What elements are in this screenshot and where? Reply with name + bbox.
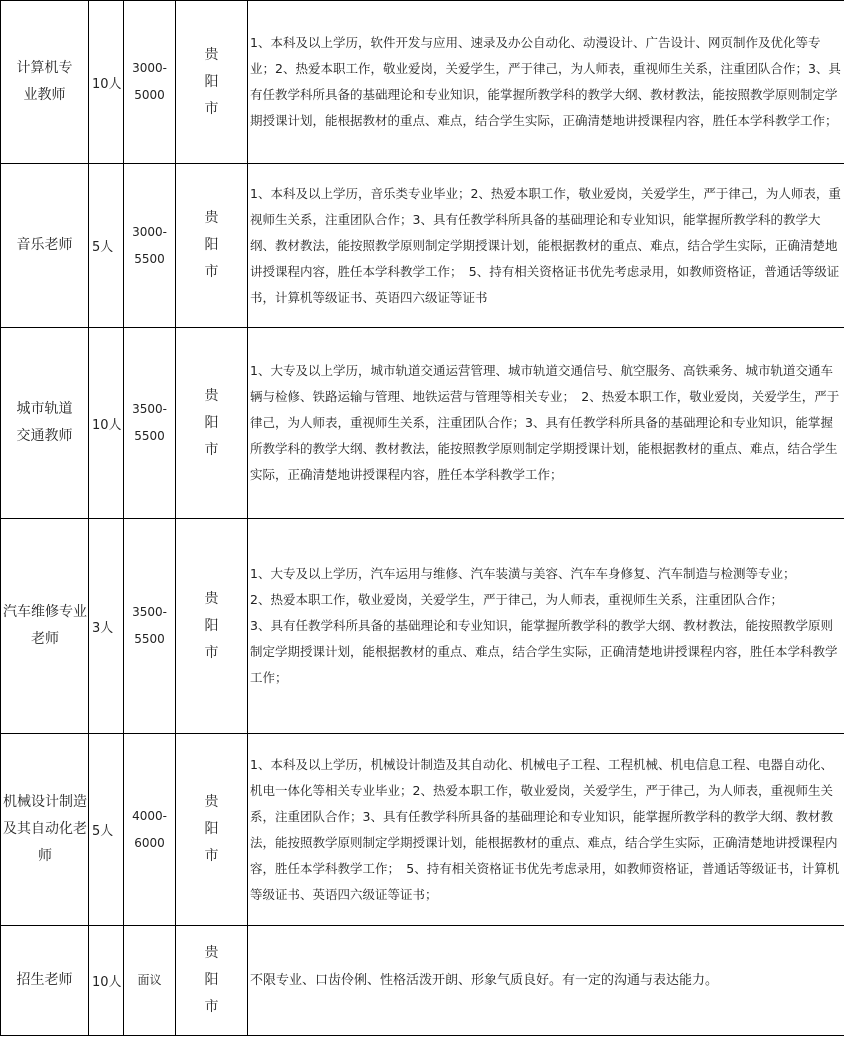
requirements-cell: 1、本科及以上学历，软件开发与应用、速录及办公自动化、动漫设计、广告设计、网页制作及优化等专业；2、热爱本职工作，敬业爱岗，关爱学生，严于律己，为人师表，重视师生关系，注重团队合作；3、具有任教学科所具备的基础理论和专业知识，能掌握所教学科的教学大纲、教材教法，能按照教学原则制定学期授课计划，能根据教材的重点、难点，结合学生实际，正确清楚地讲授课程内容，胜任本学科教学工作；	[248, 1, 844, 164]
location-cell: 贵阳市	[176, 1, 248, 164]
position-cell: 招生老师	[1, 926, 89, 1036]
headcount-cell: 5人	[89, 734, 124, 926]
table-row	[1, 519, 844, 734]
requirements-cell: 1、大专及以上学历，汽车运用与维修、汽车装潢与美容、汽车车身修复、汽车制造与检测等专业； 2、热爱本职工作，敬业爱岗，关爱学生，严于律己，为人师表，重视师生关系，注重团队合作； 3、具有任教学科所具备的基础理论和专业知识，能掌握所教学科的教学大纲、教材教法，能按照教学原则制定学期授课计划，能根据教材的重点、难点，结合学生实际，正确清楚地讲授课程内容，胜任本学科教学工作；	[248, 519, 844, 734]
requirements-cell: 1、本科及以上学历，机械设计制造及其自动化、机械电子工程、工程机械、机电信息工程、电器自动化、机电一体化等相关专业毕业；2、热爱本职工作，敬业爱岗，关爱学生，严于律己，为人师表，重视师生关系，注重团队合作；3、具有任教学科所具备的基础理论和专业知识，能掌握所教学科的教学大纲、教材教法，能按照教学原则制定学期授课计划，能根据教材的重点、难点，结合学生实际，正确清楚地讲授课程内容，胜任本学科教学工作； 5、持有相关资格证书优先考虑录用，如教师资格证，普通话等级证书，计算机等级证书、英语四六级证等证书；	[248, 734, 844, 926]
salary-cell: 面议	[124, 926, 176, 1036]
location-cell: 贵阳市	[176, 519, 248, 734]
position-cell: 计算机专业教师	[1, 1, 89, 164]
headcount-cell: 10人	[89, 328, 124, 519]
position-cell: 城市轨道交通教师	[1, 328, 89, 519]
requirements-cell: 不限专业、口齿伶俐、性格活泼开朗、形象气质良好。有一定的沟通与表达能力。	[248, 926, 844, 1036]
table-row	[1, 1, 844, 164]
salary-cell: 3000-5500	[124, 164, 176, 328]
salary-cell: 3500-5500	[124, 519, 176, 734]
salary-cell: 4000-6000	[124, 734, 176, 926]
location-cell: 贵阳市	[176, 164, 248, 328]
location-cell: 贵阳市	[176, 328, 248, 519]
position-cell: 音乐老师	[1, 164, 89, 328]
headcount-cell: 5人	[89, 164, 124, 328]
position-cell: 机械设计制造及其自动化老师	[1, 734, 89, 926]
requirements-cell: 1、本科及以上学历，音乐类专业毕业；2、热爱本职工作，敬业爱岗，关爱学生，严于律己，为人师表，重视师生关系，注重团队合作；3、具有任教学科所具备的基础理论和专业知识，能掌握所教学科的教学大纲、教材教法，能按照教学原则制定学期授课计划，能根据教材的重点、难点，结合学生实际，正确清楚地讲授课程内容，胜任本学科教学工作； 5、持有相关资格证书优先考虑录用，如教师资格证，普通话等级证书，计算机等级证书、英语四六级证等证书	[248, 164, 844, 328]
salary-cell: 3000-5000	[124, 1, 176, 164]
table-row	[1, 164, 844, 328]
location-cell: 贵阳市	[176, 734, 248, 926]
headcount-cell: 10人	[89, 1, 124, 164]
table-row	[1, 328, 844, 519]
position-cell: 汽车维修专业老师	[1, 519, 89, 734]
headcount-cell: 10人	[89, 926, 124, 1036]
requirements-cell: 1、大专及以上学历，城市轨道交通运营管理、城市轨道交通信号、航空服务、高铁乘务、城市轨道交通车辆与检修、铁路运输与管理、地铁运营与管理等相关专业； 2、热爱本职工作，敬业爱岗，关爱学生，严于律己，为人师表，重视师生关系，注重团队合作；3、具有任教学科所具备的基础理论和专业知识，能掌握所教学科的教学大纲、教材教法，能按照教学原则制定学期授课计划，能根据教材的重点、难点，结合学生实际，正确清楚地讲授课程内容，胜任本学科教学工作；	[248, 328, 844, 519]
location-cell: 贵阳市	[176, 926, 248, 1036]
table-row	[1, 926, 844, 1036]
headcount-cell: 3人	[89, 519, 124, 734]
salary-cell: 3500-5500	[124, 328, 176, 519]
table-row	[1, 734, 844, 926]
